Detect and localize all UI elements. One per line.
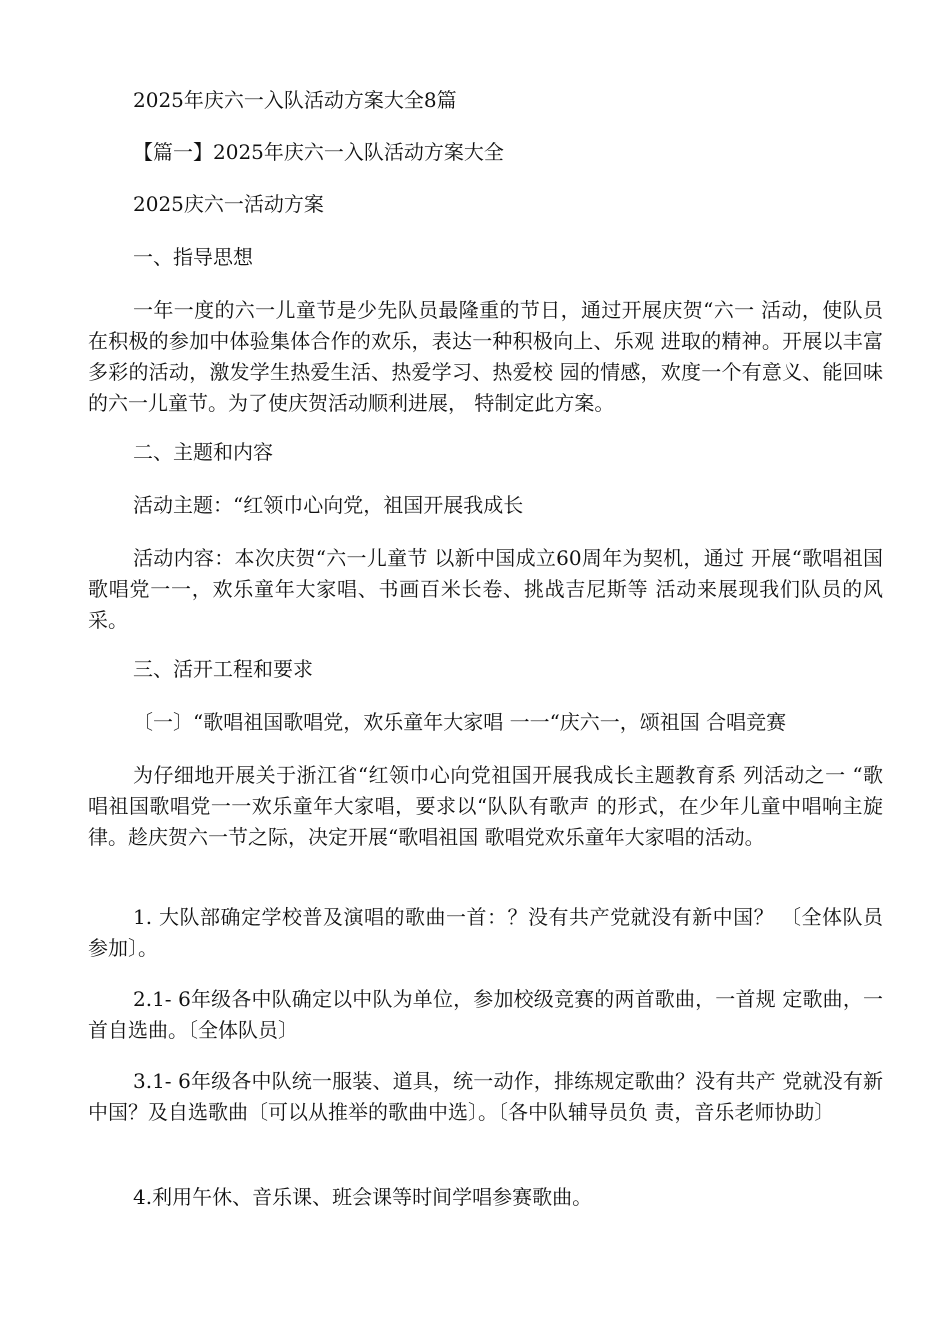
list-item-1: 1. 大队部确定学校普及演唱的歌曲一首：？没有共产党就没有新中国？ 〔全体队员参加〕。 xyxy=(88,905,883,960)
paragraph-choir-intro: 为仔细地开展关于浙江省“红领巾心向党祖国开展我成长主题教育系 列活动之一 “歌唱祖国歌唱党一一欢乐童年大家唱，要求以“队队有歌声 的形式，在少年儿童中唱响主旋律。趁庆贺六一节之际，决定开展“歌唱祖国 歌唱党欢乐童年大家唱的活动。 xyxy=(88,763,883,849)
list-item-4: 4.利用午休、音乐课、班会课等时间学唱参赛歌曲。 xyxy=(133,1185,593,1209)
paragraph-activity-content: 活动内容：本次庆贺“六一儿童节 以新中国成立60周年为契机，通过 开展“歌唱祖国歌唱党一一，欢乐童年大家唱、书画百米长卷、挑战吉尼斯等 活动来展现我们队员的风采。 xyxy=(88,546,883,632)
activity-theme: 活动主题：“红领巾心向党，祖国开展我成长 xyxy=(133,493,524,517)
document-title: 2025年庆六一入队活动方案大全8篇 xyxy=(133,88,457,112)
sub-heading-choir: 〔一〕“歌唱祖国歌唱党，欢乐童年大家唱 一一“庆六一，颂祖国 合唱竞赛 xyxy=(133,710,787,734)
plan-title: 2025庆六一活动方案 xyxy=(133,192,324,216)
list-item-2: 2.1- 6年级各中队确定以中队为单位，参加校级竞赛的两首歌曲，一首规 定歌曲，一首自选曲。〔全体队员〕 xyxy=(88,987,883,1042)
heading-projects-requirements: 三、活开工程和要求 xyxy=(133,657,313,681)
heading-guiding-ideology: 一、指导思想 xyxy=(133,245,253,269)
list-item-3: 3.1- 6年级各中队统一服装、道具，统一动作，排练规定歌曲？没有共产 党就没有新中国？及自选歌曲〔可以从推举的歌曲中选〕。〔各中队辅导员负 责，音乐老师协助〕 xyxy=(88,1069,883,1124)
paragraph-guiding-ideology: 一年一度的六一儿童节是少先队员最隆重的节日，通过开展庆贺“六一 活动，使队员在积极的参加中体验集体合作的欢乐，表达一种积极向上、乐观 进取的精神。开展以丰富多彩的活动，激发学生热爱生活、热爱学习、热爱校 园的情感，欢度一个有意义、能回味的六一儿童节。为了使庆贺活动顺利进展， 特制定此方案。 xyxy=(88,298,883,415)
heading-theme-content: 二、主题和内容 xyxy=(133,440,273,464)
section-heading: 【篇一】2025年庆六一入队活动方案大全 xyxy=(133,140,504,164)
